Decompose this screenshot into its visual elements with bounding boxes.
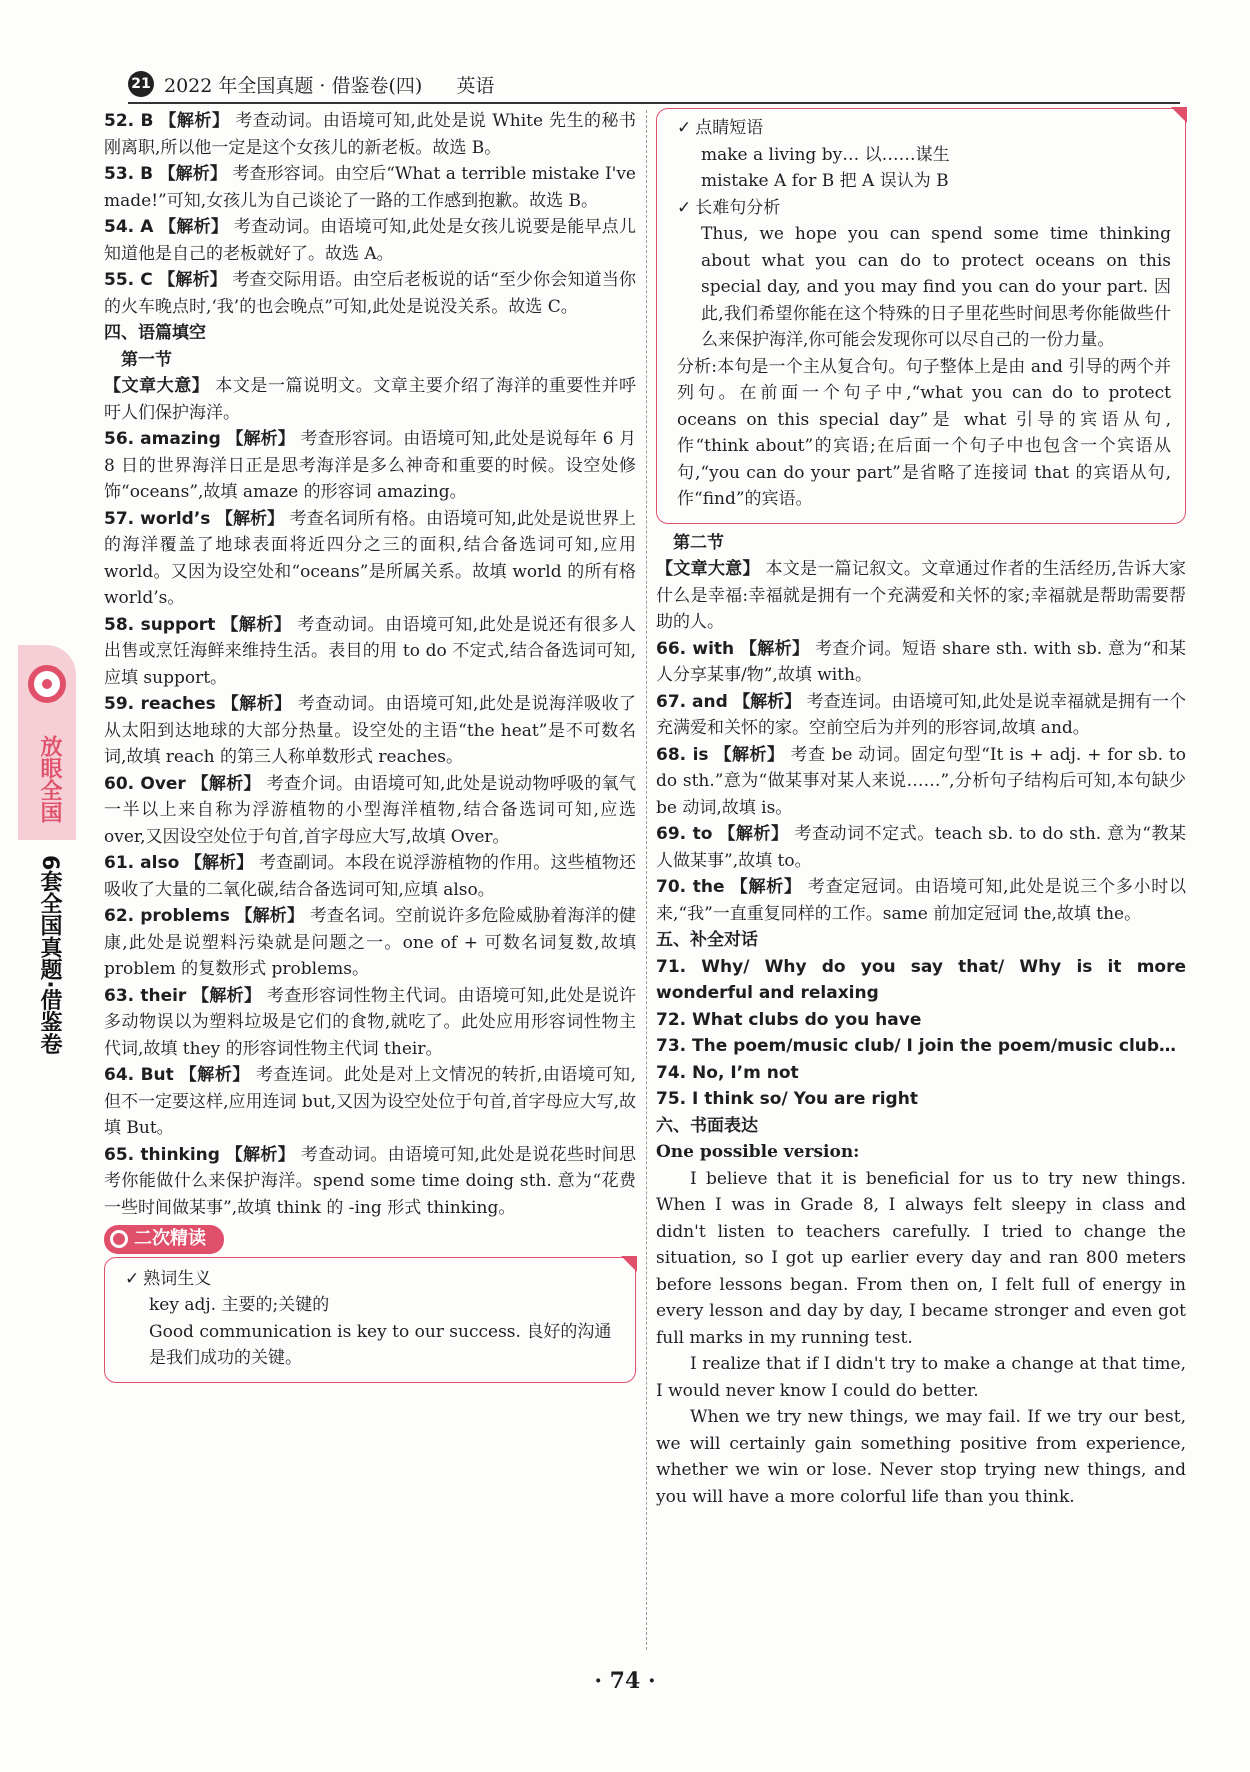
answer-58: 58. support 【解析】 考查动词。由语境可知,此处是说还有很多人出售或烹饪海鲜来维持生活。表目的用 to do 不定式,结合备选词可知,应填 support。	[104, 614, 637, 688]
column-divider	[646, 110, 647, 1650]
section-4-heading: 四、语篇填空	[104, 323, 206, 343]
section-6-heading: 六、书面表达	[656, 1115, 758, 1136]
corner-flag-icon	[1171, 107, 1187, 123]
answer-55: 55. C 【解析】 考查交际用语。由空后老板说的话“至少你会知道当你的火车晚点时,‘我’的也会晚点”可知,此处是说没关系。故选 C。	[104, 270, 637, 317]
answer-68: 68. is 【解析】 考查 be 动词。固定句型“It is + adj. + for sb. to do sth.”意为“做某事对某人来说……”,分析句子结构后可知,本句缺少 be 动词,故填 is。	[656, 744, 1187, 818]
answer-74: 74. No, I’m not	[656, 1062, 799, 1083]
second-reading-badge: 二次精读	[104, 1225, 224, 1254]
section-5-heading: 五、补全对话	[656, 930, 758, 950]
sidebar-tab	[18, 645, 76, 1085]
check-icon: ✓	[125, 1268, 140, 1289]
answer-56: 56. amazing 【解析】 考查形容词。由语境可知,此处是说每年 6 月 8 日的世界海洋日正是思考海洋是多么神奇和重要的时候。设空处修饰“oceans”,故填 amaze 的形容词 amazing。	[104, 429, 637, 502]
answer-53: 53. B 【解析】 考查形容词。由空后“What a terrible mistake I've made!”可知,女孩儿为自己谈论了一路的工作感到抱歉。故选 B。	[104, 164, 636, 211]
answer-73: 73. The poem/music club/ I join the poem/music club…	[656, 1036, 1177, 1056]
right-column	[656, 108, 1186, 1510]
phrase-2: mistake A for B 把 A 误认为 B	[701, 171, 949, 191]
answer-75: 75. I think so/ You are right	[656, 1089, 918, 1109]
page-number: · 74 ·	[594, 1668, 656, 1694]
answer-60: 60. Over 【解析】 考查介词。由语境可知,此处是说动物呼吸的氧气一半以上来自称为浮游植物的小型海洋植物,结合备选词可知,应选 over,又因设空处位于句首,首字母应大写,故填 Over。	[104, 773, 637, 847]
answer-71: 71. Why/ Why do you say that/ Why is it more wonderful and relaxing	[656, 956, 1186, 1003]
answer-54: 54. A 【解析】 考查动词。由语境可知,此处是女孩儿说要是能早点儿知道他是自己的老板就好了。故选 A。	[104, 217, 637, 264]
answer-57: 57. world’s 【解析】 考查名词所有格。由语境可知,此处是说世界上的海洋覆盖了地球表面将近四分之三的面积,结合备选词可知,应用 world。又因为设空处和“oceans”是所属关系。故填 world 的所有格 world’s。	[104, 508, 637, 608]
left-column	[104, 108, 636, 1383]
target-icon	[110, 1230, 128, 1248]
corner-flag-icon	[621, 1256, 637, 1272]
header-title: 2022 年全国真题 · 借鉴卷(四)	[164, 74, 423, 97]
phrase-title: 点睛短语	[695, 118, 764, 138]
sentence-analysis-note: 分析:本句是一个主从复合句。句子整体上是由 and 引导的两个并列句。在前面一个句子中,“what you can do to protect oceans on this special day”是 what 引导的宾语从句,作“think about”的宾语;在后面一个句子中也包含一个宾语从句,“you can do your part”是省略了连接词 that 的宾语从句,作“find”的宾语。	[677, 356, 1171, 509]
essay-paragraph-3: When we try new things, we may fail. If we try our best, we will certainly gain something positive from experience, whether we win or lose. Never stop trying new things, and you will have a more colorful life than you think.	[656, 1407, 1186, 1507]
check-icon: ✓	[677, 118, 692, 138]
target-logo-icon	[28, 665, 66, 703]
possible-version-label: One possible version:	[656, 1142, 860, 1162]
answer-69: 69. to 【解析】 考查动词不定式。teach sb. to do sth. 意为“教某人做某事”,故填 to。	[656, 824, 1187, 871]
sentence-analysis-text: Thus, we hope you can spend some time thinking about what you can do to protect oceans on this special day, and you may find you can do your part. 因此,我们希望你能在这个特殊的日子里花些时间思考你能做些什么来保护海洋,你可能会发现你可以尽自己的一份力量。	[701, 224, 1171, 350]
vocab-box	[104, 1257, 636, 1383]
answer-65: 65. thinking 【解析】 考查动词。由语境可知,此处是说花些时间思考你能做什么来保护海洋。spend some time doing sth. 意为“花费一些时间做某事”,故填 think 的 -ing 形式 thinking。	[104, 1144, 637, 1218]
check-icon: ✓	[677, 197, 692, 218]
part-1-heading: 第一节	[121, 349, 172, 370]
summary-2: 【文章大意】 本文是一篇记叙文。文章通过作者的生活经历,告诉大家什么是幸福:幸福就是拥有一个充满爱和关怀的家;幸福就是帮助需要帮助的人。	[656, 559, 1187, 632]
essay-paragraph-2: I realize that if I didn't try to make a change at that time, I would never know I could do better.	[656, 1354, 1186, 1401]
vocab-line-2: Good communication is key to our success. 良好的沟通是我们成功的关键。	[149, 1321, 612, 1369]
sentence-analysis-title: 长难句分析	[695, 197, 781, 218]
sidebar-label-1: 放眼全国	[37, 735, 62, 823]
answer-67: 67. and 【解析】 考查连词。由语境可知,此处是说幸福就是拥有一个充满爱和关怀的家。空前空后为并列的形容词,故填 and。	[656, 691, 1186, 738]
summary-1: 【文章大意】 本文是一篇说明文。文章主要介绍了海洋的重要性并呼吁人们保护海洋。	[104, 376, 637, 423]
essay-paragraph-1: I believe that it is beneficial for us to try new things. When I was in Grade 8, I always felt sleepy in class and didn't listen to teachers carefully. I tried to change the situation, so I got up earlier every day and ran 800 meters before lessons began. From then on, I felt full of energy in every lesson and day by day, I became stronger and even got full marks in my running test.	[656, 1168, 1186, 1348]
sidebar-label-2: 6套全国真题·借鉴卷	[37, 855, 62, 1055]
vocab-box-title: 熟词生义	[143, 1268, 212, 1289]
answer-72: 72. What clubs do you have	[656, 1009, 922, 1030]
answer-66: 66. with 【解析】 考查介词。短语 share sth. with sb. 意为“和某人分享某事/物”,故填 with。	[656, 638, 1187, 685]
answer-62: 62. problems 【解析】 考查名词。空前说许多危险威胁着海洋的健康,此处是说塑料污染就是问题之一。one of + 可数名词复数,故填 problem 的复数形式 problems。	[104, 906, 637, 979]
vocab-line-1: key adj. 主要的;关键的	[149, 1295, 330, 1316]
page-header	[128, 66, 1180, 104]
answer-63: 63. their 【解析】 考查形容词性物主代词。由语境可知,此处是说许多动物误以为塑料垃圾是它们的食物,就吃了。此处应用形容词性物主代词,故填 they 的形容词性物主代词 their。	[104, 985, 637, 1059]
answer-52: 52. B 【解析】 考查动词。由语境可知,此处是说 White 先生的秘书刚离职,所以他一定是这个女孩儿的新老板。故选 B。	[104, 111, 637, 158]
header-subject: 英语	[456, 74, 495, 97]
part-2-heading: 第二节	[673, 532, 724, 553]
answer-59: 59. reaches 【解析】 考查动词。由语境可知,此处是说海洋吸收了从太阳到达地球的大部分热量。设空处的主语“the heat”是不可数名词,故填 reach 的第三人称单数形式 reaches。	[104, 694, 637, 767]
answer-64: 64. But 【解析】 考查连词。此处是对上文情况的转折,由语境可知,但不一定要这样,应用连词 but,又因为设空处位于句首,首字母应大写,故填 But。	[104, 1065, 637, 1138]
phrase-analysis-box	[656, 108, 1186, 524]
phrase-1: make a living by… 以……谋生	[701, 144, 950, 165]
answer-61: 61. also 【解析】 考查副词。本段在说浮游植物的作用。这些植物还吸收了大量的二氧化碳,结合备选词可知,应填 also。	[104, 853, 637, 900]
answer-70: 70. the 【解析】 考查定冠词。由语境可知,此处是说三个多小时以来,“我”一直重复同样的工作。same 前加定冠词 the,故填 the。	[656, 877, 1187, 924]
volume-badge: 21	[128, 71, 154, 97]
